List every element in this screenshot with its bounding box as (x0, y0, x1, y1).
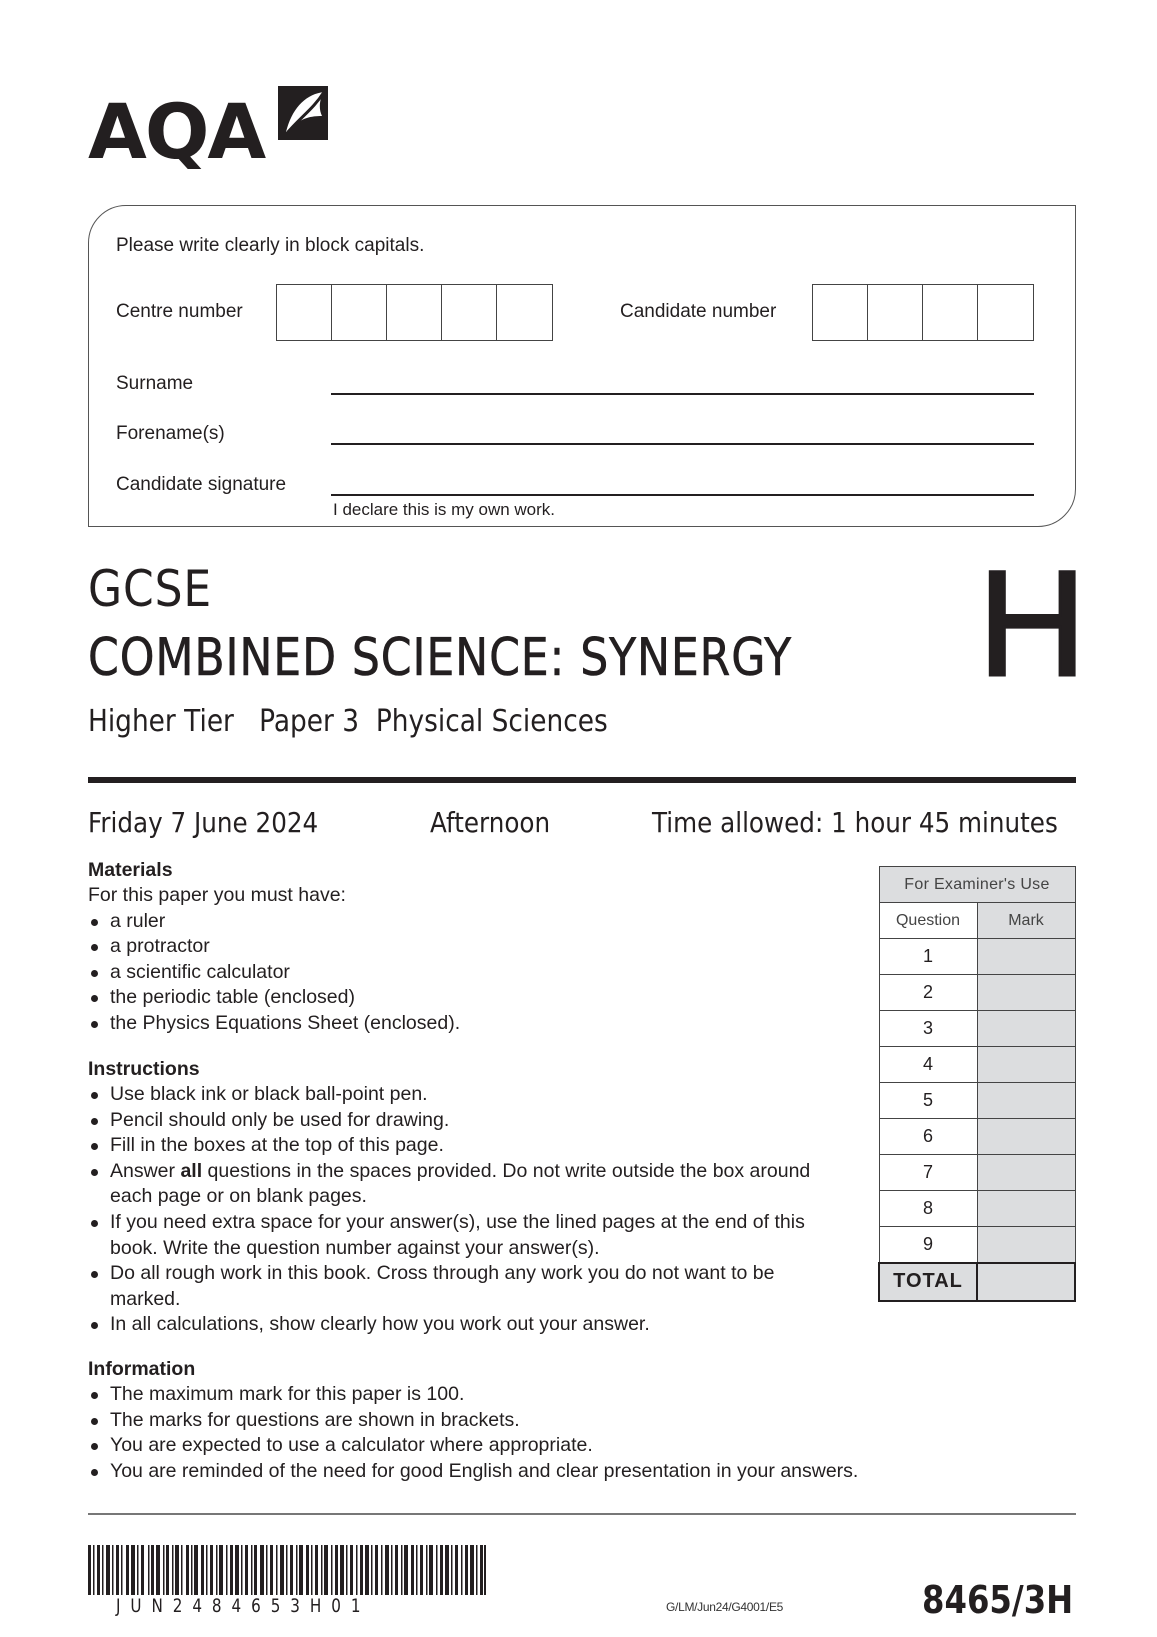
table-row (879, 939, 1075, 975)
table-row (879, 1119, 1075, 1155)
table-row (879, 1191, 1075, 1227)
mark-cell[interactable] (977, 1083, 1075, 1119)
candidate-number-digit-1[interactable] (813, 285, 868, 340)
mark-cell[interactable] (977, 939, 1075, 975)
total-label: TOTAL (879, 1263, 977, 1301)
centre-number-digit-3[interactable] (387, 285, 442, 340)
question-number: 9 (879, 1227, 977, 1263)
list-item: You are reminded of the need for good English and clear presentation in your answers. (88, 1459, 1048, 1485)
table-row (879, 1227, 1075, 1263)
mark-cell[interactable] (977, 1155, 1075, 1191)
candidate-number-label: Candidate number (620, 301, 777, 322)
list-item: If you need extra space for your answer(s), use the lined pages at the end of this book. Write the question number against your answer(s). (88, 1210, 848, 1261)
instructions-heading: Instructions (88, 1058, 200, 1080)
centre-number-label: Centre number (116, 301, 243, 322)
title-divider (88, 777, 1076, 783)
signature-label: Candidate signature (116, 474, 287, 495)
surname-label: Surname (116, 373, 194, 394)
declaration-text: I declare this is my own work. (333, 500, 556, 519)
barcode-text: JUN2484653H01 (116, 1595, 371, 1617)
instructions-list (88, 1082, 848, 1338)
exam-date: Friday 7 June 2024 (88, 806, 319, 839)
centre-number-field[interactable] (276, 284, 553, 341)
table-row (879, 975, 1075, 1011)
table-row (879, 1155, 1075, 1191)
centre-number-digit-4[interactable] (442, 285, 497, 340)
candidate-number-digit-3[interactable] (923, 285, 978, 340)
signature-field[interactable] (331, 494, 1034, 496)
question-number: 4 (879, 1047, 977, 1083)
list-item: a scientific calculator (88, 960, 868, 986)
examiner-table-title: For Examiner's Use (879, 867, 1075, 903)
paper-subtitle (88, 704, 608, 739)
question-column-header: Question (879, 903, 977, 939)
list-item: the Physics Equations Sheet (enclosed). (88, 1011, 868, 1037)
centre-number-digit-2[interactable] (332, 285, 387, 340)
centre-number-digit-5[interactable] (497, 285, 552, 340)
list-item: The marks for questions are shown in brackets. (88, 1408, 1048, 1434)
mark-column-header: Mark (977, 903, 1075, 939)
total-row (879, 1263, 1075, 1301)
materials-section (88, 857, 868, 1037)
aqa-logo (88, 86, 338, 176)
list-item: In all calculations, show clearly how you work out your answer. (88, 1312, 848, 1338)
information-list (88, 1382, 1048, 1484)
candidate-number-digit-2[interactable] (868, 285, 923, 340)
total-mark-cell[interactable] (977, 1263, 1075, 1301)
time-allowed: Time allowed: 1 hour 45 minutes (652, 806, 1058, 839)
list-item: Fill in the boxes at the top of this page. (88, 1133, 848, 1159)
centre-number-digit-1[interactable] (277, 285, 332, 340)
forenames-label: Forename(s) (116, 423, 225, 444)
mark-cell[interactable] (977, 975, 1075, 1011)
footer-divider (88, 1513, 1076, 1515)
candidate-number-digit-4[interactable] (978, 285, 1033, 340)
candidate-number-field[interactable] (812, 284, 1034, 341)
question-number: 7 (879, 1155, 977, 1191)
list-item: a ruler (88, 909, 868, 935)
question-number: 2 (879, 975, 977, 1011)
information-heading: Information (88, 1358, 196, 1380)
mark-cell[interactable] (977, 1227, 1075, 1263)
mark-cell[interactable] (977, 1047, 1075, 1083)
paper-name: Physical Sciences (375, 704, 608, 739)
exam-session: Afternoon (430, 806, 551, 839)
materials-intro: For this paper you must have: (88, 884, 346, 906)
qualification-title: GCSE (88, 560, 213, 618)
list-item: You are expected to use a calculator where appropriate. (88, 1433, 1048, 1459)
table-row (879, 1083, 1075, 1119)
list-item: the periodic table (enclosed) (88, 985, 868, 1011)
tier-label: Higher Tier (88, 704, 234, 739)
question-number: 5 (879, 1083, 977, 1119)
information-section (88, 1356, 1048, 1484)
surname-field[interactable] (331, 393, 1034, 395)
table-row (879, 1047, 1075, 1083)
logo-text: AQA (88, 87, 265, 176)
subject-title: COMBINED SCIENCE: SYNERGY (88, 628, 792, 688)
table-row (879, 1011, 1075, 1047)
leaf-logo-icon (276, 86, 328, 140)
materials-list (88, 909, 868, 1037)
tier-letter: H (978, 539, 1087, 707)
question-number: 3 (879, 1011, 977, 1047)
mark-cell[interactable] (977, 1191, 1075, 1227)
barcode-icon (88, 1545, 486, 1595)
forenames-field[interactable] (331, 443, 1034, 445)
materials-heading: Materials (88, 859, 173, 881)
list-item: Answer all questions in the spaces provided. Do not write outside the box around each page or on blank pages. (88, 1159, 848, 1210)
list-item: Use black ink or black ball-point pen. (88, 1082, 848, 1108)
list-item: a protractor (88, 934, 868, 960)
block-capitals-instruction: Please write clearly in block capitals. (116, 235, 425, 256)
list-item: The maximum mark for this paper is 100. (88, 1382, 1048, 1408)
question-number: 8 (879, 1191, 977, 1227)
question-number: 6 (879, 1119, 977, 1155)
paper-number: Paper 3 (259, 704, 360, 739)
reference-code: G/LM/Jun24/G4001/E5 (666, 1600, 784, 1614)
paper-code: 8465/3H (922, 1578, 1074, 1622)
list-item: Do all rough work in this book. Cross through any work you do not want to be marked. (88, 1261, 848, 1312)
mark-cell[interactable] (977, 1011, 1075, 1047)
mark-cell[interactable] (977, 1119, 1075, 1155)
list-item: Pencil should only be used for drawing. (88, 1108, 848, 1134)
question-number: 1 (879, 939, 977, 975)
instructions-section (88, 1056, 848, 1338)
examiner-use-table (878, 866, 1076, 1302)
